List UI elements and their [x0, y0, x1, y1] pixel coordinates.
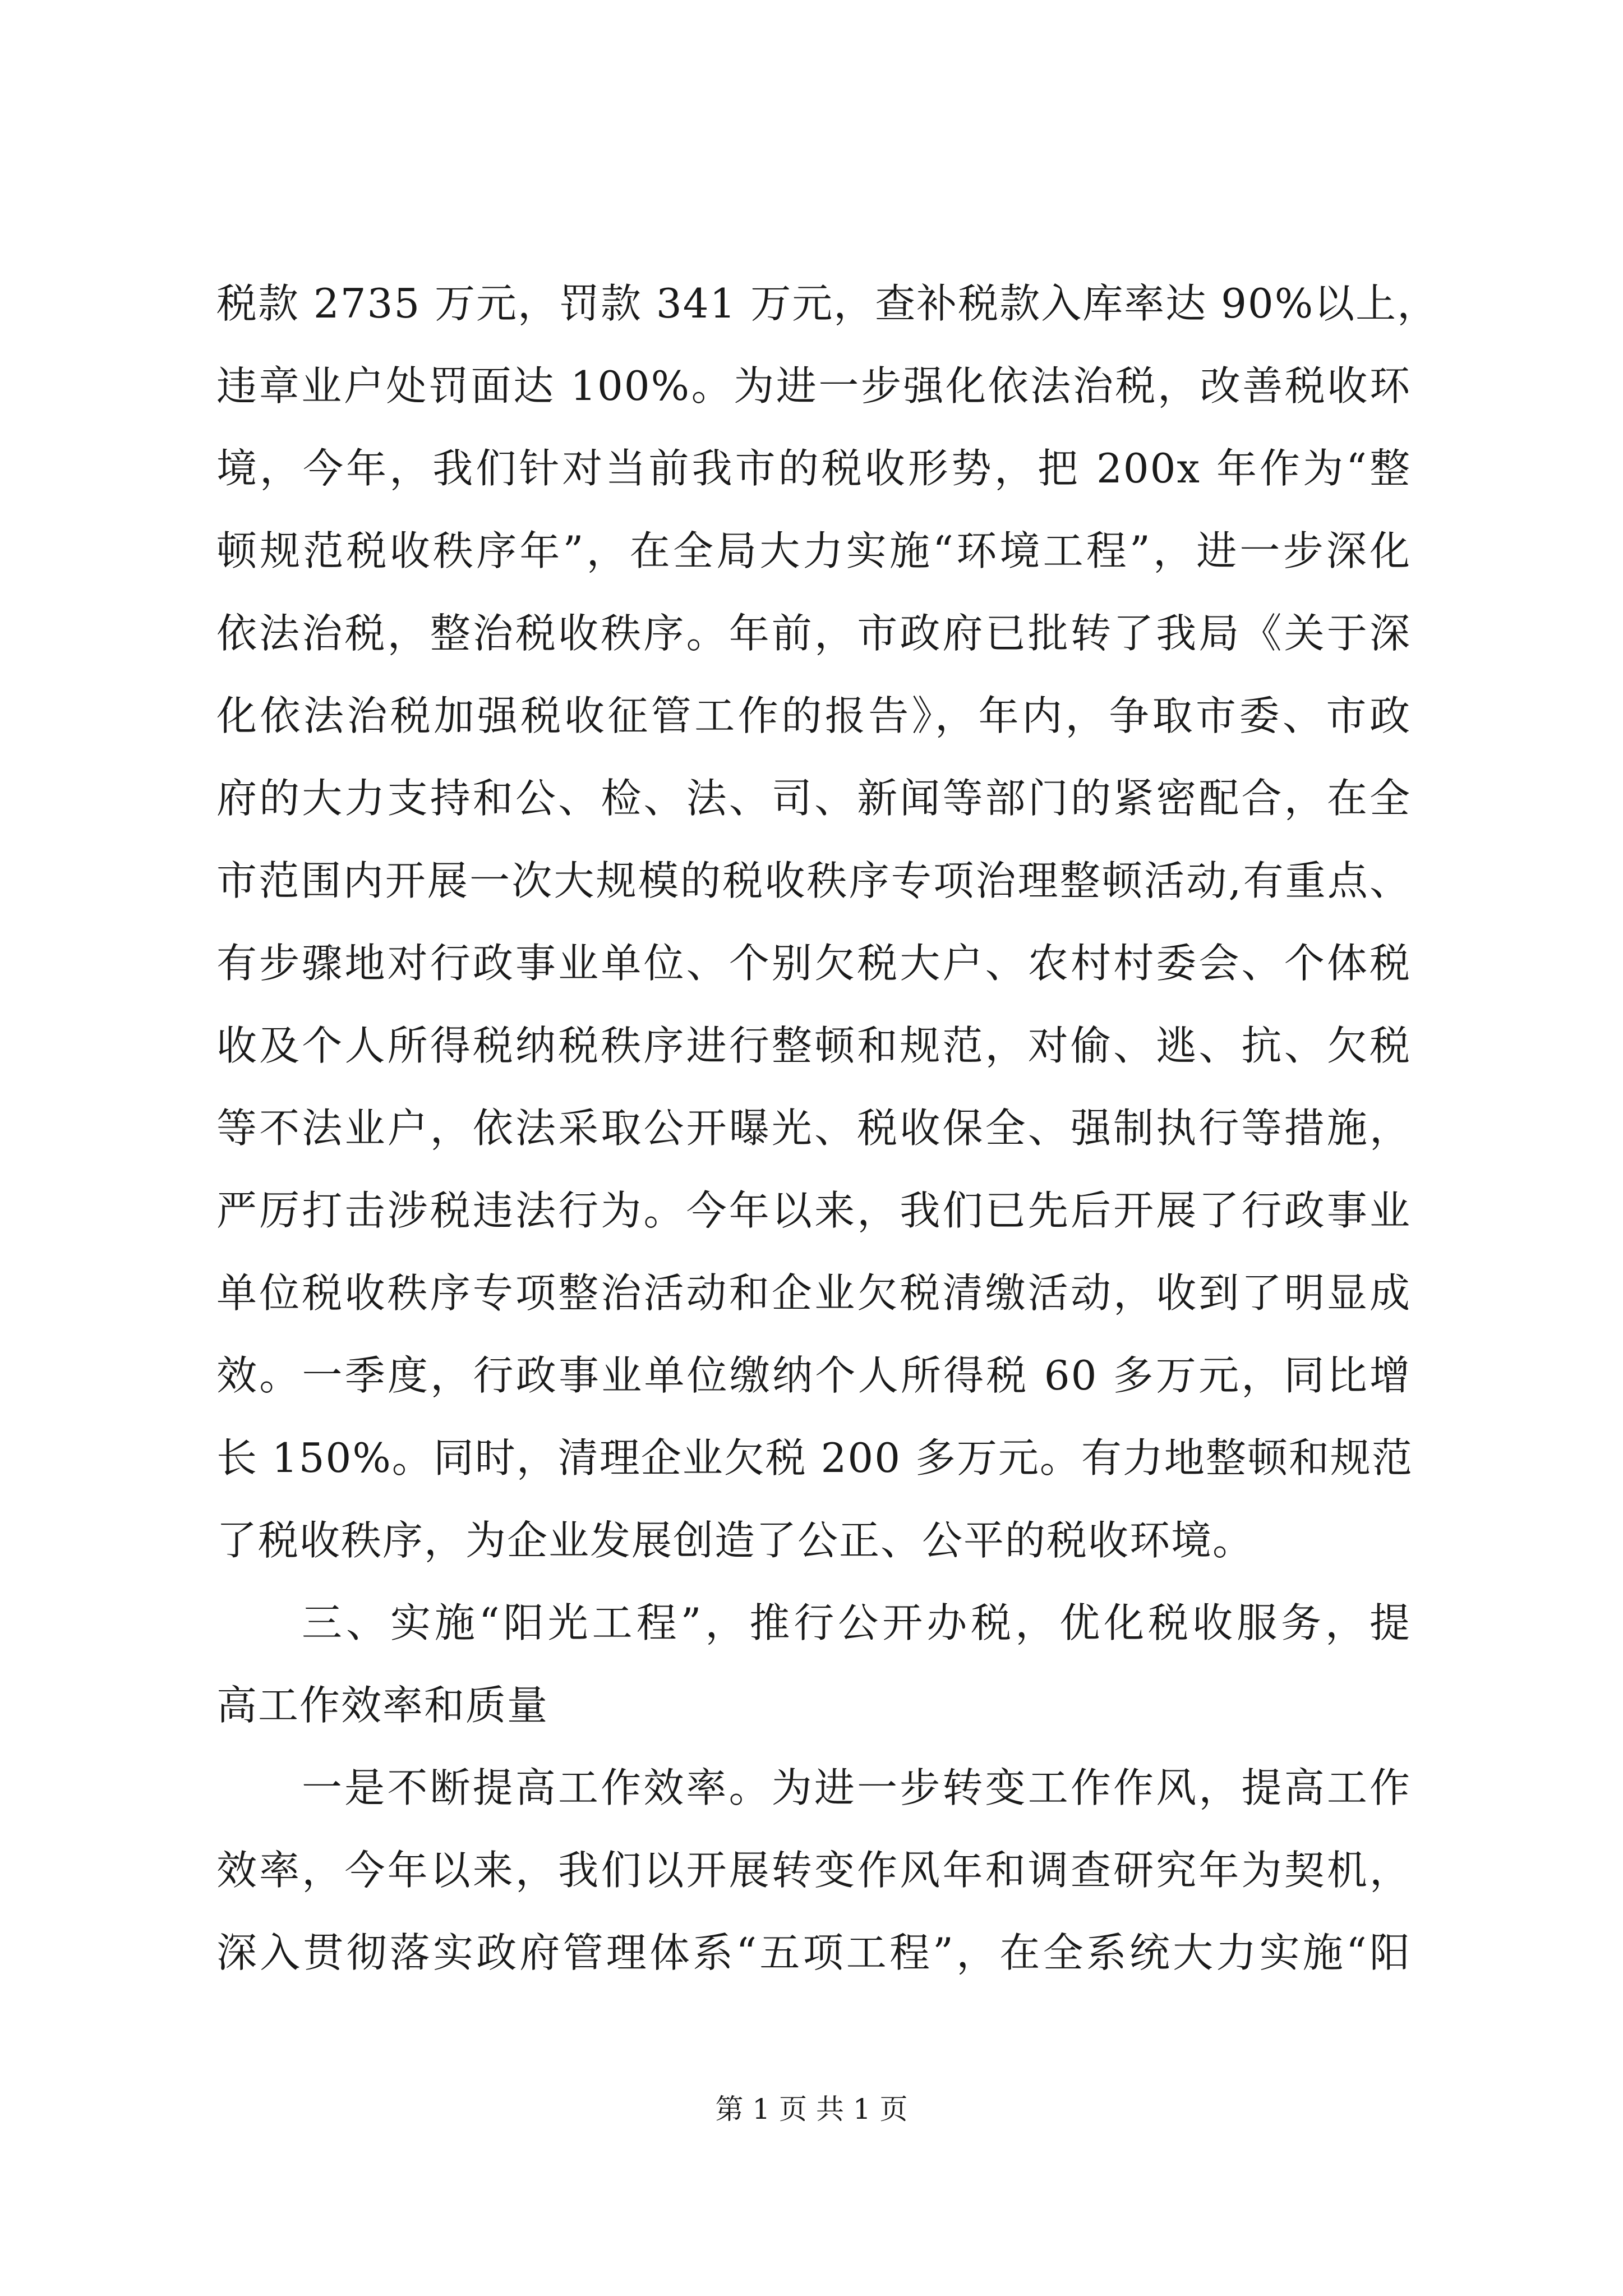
paragraph-line: 有步骤地对行政事业单位、个别欠税大户、农村村委会、个体税 — [216, 940, 1411, 987]
paragraph-line: 违章业户处罚面达 100%。为进一步强化依法治税，改善税收环 — [216, 362, 1411, 409]
paragraph-line: 长 150%。同时，清理企业欠税 200 多万元。有力地整顿和规范 — [216, 1434, 1413, 1481]
paragraph-line: 顿规范税收秩序年”，在全局大力实施“环境工程”，进一步深化 — [216, 527, 1411, 574]
section-heading-line: 高工作效率和质量 — [216, 1682, 549, 1729]
paragraph-line: 效。一季度，行政事业单位缴纳个人所得税 60 多万元，同比增 — [216, 1352, 1411, 1399]
paragraph-line: 一是不断提高工作效率。为进一步转变工作作风，提高工作 — [302, 1764, 1411, 1811]
paragraph-line: 深入贯彻落实政府管理体系“五项工程”，在全系统大力实施“阳 — [216, 1929, 1411, 1976]
paragraph-line: 府的大力支持和公、检、法、司、新闻等部门的紧密配合，在全 — [216, 775, 1411, 822]
paragraph-line: 了税收秩序，为企业发展创造了公正、公平的税收环境。 — [216, 1517, 1255, 1564]
paragraph-line: 化依法治税加强税收征管工作的报告》，年内，争取市委、市政 — [216, 692, 1411, 739]
paragraph-line: 效率，今年以来，我们以开展转变作风年和调查研究年为契机， — [216, 1847, 1411, 1894]
paragraph-line: 单位税收秩序专项整治活动和企业欠税清缴活动，收到了明显成 — [216, 1269, 1411, 1317]
page-number-footer: 第 1 页 共 1 页 — [715, 2093, 908, 2125]
paragraph-line: 依法治税，整治税收秩序。年前，市政府已批转了我局《关于深 — [216, 610, 1411, 657]
paragraph-line: 市范围内开展一次大规模的税收秩序专项治理整顿活动,有重点、 — [216, 857, 1411, 904]
paragraph-line: 境，今年，我们针对当前我市的税收形势，把 200x 年作为“整 — [216, 445, 1411, 492]
document-body — [216, 263, 1439, 1994]
paragraph-line: 收及个人所得税纳税秩序进行整顿和规范，对偷、逃、抗、欠税 — [216, 1022, 1411, 1069]
paragraph-line: 严厉打击涉税违法行为。今年以来，我们已先后开展了行政事业 — [216, 1187, 1411, 1234]
section-heading-line: 三、实施“阳光工程”，推行公开办税，优化税收服务，提 — [302, 1599, 1411, 1646]
paragraph-line: 等不法业户，依法采取公开曝光、税收保全、强制执行等措施， — [216, 1105, 1411, 1152]
paragraph-line: 税款 2735 万元，罚款 341 万元，查补税款入库率达 90%以上， — [216, 280, 1439, 327]
